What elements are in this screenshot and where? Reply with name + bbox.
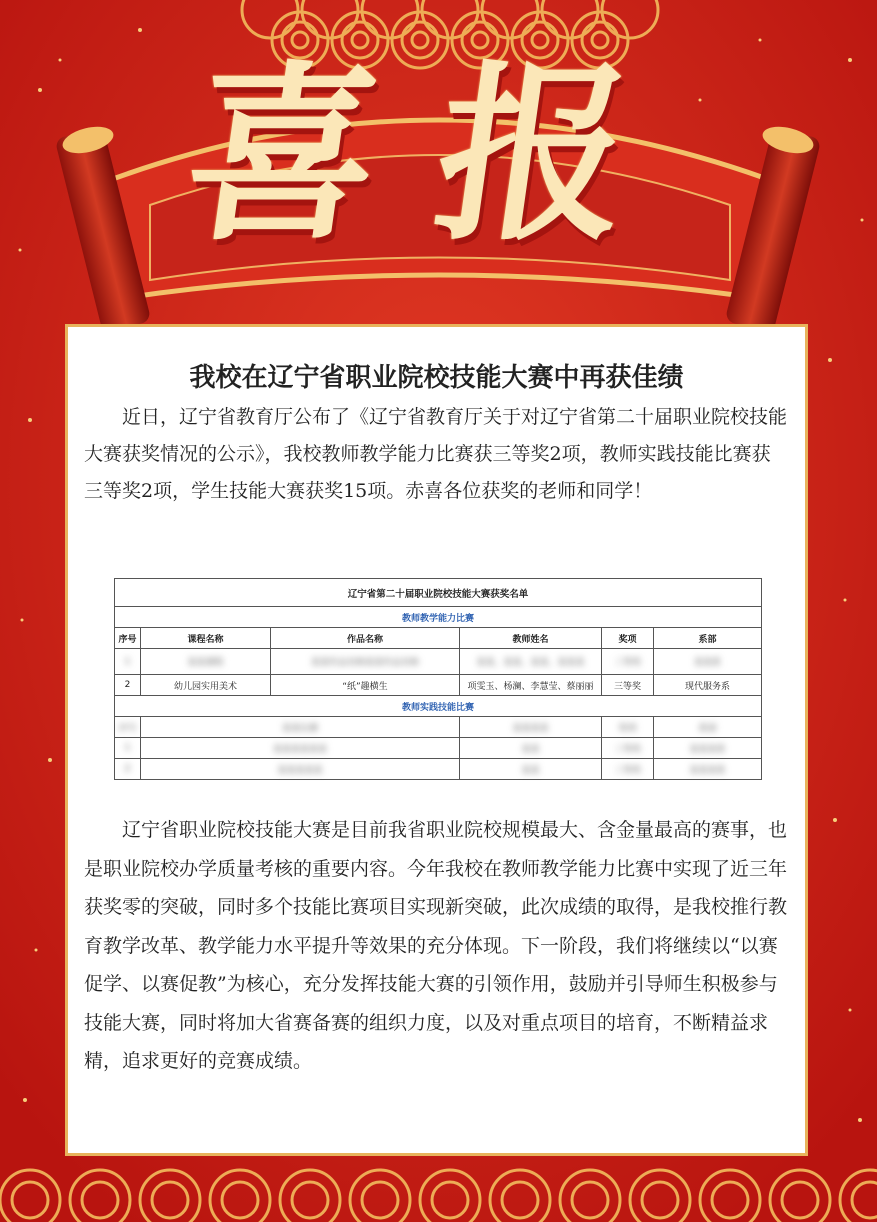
table-cell-blurred: 1	[115, 649, 141, 675]
table-cell-blurred: 2	[115, 759, 141, 780]
article-paragraph-2: 辽宁省职业院校技能大赛是目前我省职业院校规模最大、含金量最高的赛事，也是职业院校办学质量考核的重要内容。今年我校在教师教学能力比赛中实现了近三年获奖零的突破，同时多个技能比赛项目实现新突破，此次成绩的取得，是我校推行教育教学改革、教学能力水平提升等效果的充分体现。下一阶段，我们将继续以“以赛促学、以赛促教”为核心，充分发挥技能大赛的引领作用，鼓励并引导师生积极参与技能大赛，同时将加大省赛备赛的组织力度，以及对重点项目的培育，不断精益求精，追求更好的竞赛成绩。	[84, 819, 788, 1072]
article-title: 我校在辽宁省职业院校技能大赛中再获佳绩	[189, 363, 684, 393]
table-cell-blurred: 某某某系	[654, 738, 762, 759]
table-header: 奖项	[602, 628, 654, 649]
table-cell-blurred: 某某	[460, 738, 602, 759]
table-row	[115, 717, 762, 738]
table-row	[115, 675, 762, 696]
table-row	[115, 759, 762, 780]
article-panel	[68, 327, 805, 1153]
award-table	[114, 578, 762, 780]
table-cell-blurred: 三等奖	[602, 759, 654, 780]
table-section-practice: 教师实践技能比赛	[115, 696, 762, 717]
table-cell-blurred: 奖项	[602, 717, 654, 738]
headline: 喜报	[172, 43, 705, 266]
table-cell-blurred: 某某某某某	[141, 759, 460, 780]
table-cell-blurred: 某某某系	[654, 759, 762, 780]
table-header: 教师姓名	[460, 628, 602, 649]
table-caption: 辽宁省第二十届职业院校技能大赛获奖名单	[115, 579, 762, 607]
table-cell-blurred: 某某某某	[460, 717, 602, 738]
table-cell-blurred: 1	[115, 738, 141, 759]
table-cell: 项雯玉、杨澜、李慧莹、蔡丽丽	[460, 675, 602, 696]
table-cell-blurred: 某某比赛	[141, 717, 460, 738]
table-cell-blurred: 某某	[460, 759, 602, 780]
table-cell: 2	[115, 675, 141, 696]
table-header: 系部	[654, 628, 762, 649]
table-cell-blurred: 某某某某某某	[141, 738, 460, 759]
table-row	[115, 738, 762, 759]
table-section-teaching: 教师教学能力比赛	[115, 607, 762, 628]
table-row	[115, 649, 762, 675]
article-paragraph-1: 近日，辽宁省教育厅公布了《辽宁省教育厅关于对辽宁省第二十届职业院校技能大赛获奖情况的公示》，我校教师教学能力比赛获三等奖2项，教师实践技能比赛获三等奖2项，学生技能大赛获奖15项。赤喜各位获奖的老师和同学！	[84, 406, 788, 502]
table-cell-blurred: 某某课程	[141, 649, 271, 675]
table-cell-blurred: 三等奖	[602, 649, 654, 675]
table-cell-blurred: 某某、某某、某某、某某某	[460, 649, 602, 675]
table-cell-blurred: 序号	[115, 717, 141, 738]
table-cell-blurred: 三等奖	[602, 738, 654, 759]
table-cell: 幼儿园实用美术	[141, 675, 271, 696]
table-cell: “纸”趣横生	[271, 675, 460, 696]
table-cell: 三等奖	[602, 675, 654, 696]
table-header: 作品名称	[271, 628, 460, 649]
table-header: 课程名称	[141, 628, 271, 649]
table-cell: 现代服务系	[654, 675, 762, 696]
table-cell-blurred: 某某系	[654, 649, 762, 675]
table-cell-blurred: 某某作品名称某某作品名称	[271, 649, 460, 675]
table-header: 序号	[115, 628, 141, 649]
table-cell-blurred: 系部	[654, 717, 762, 738]
